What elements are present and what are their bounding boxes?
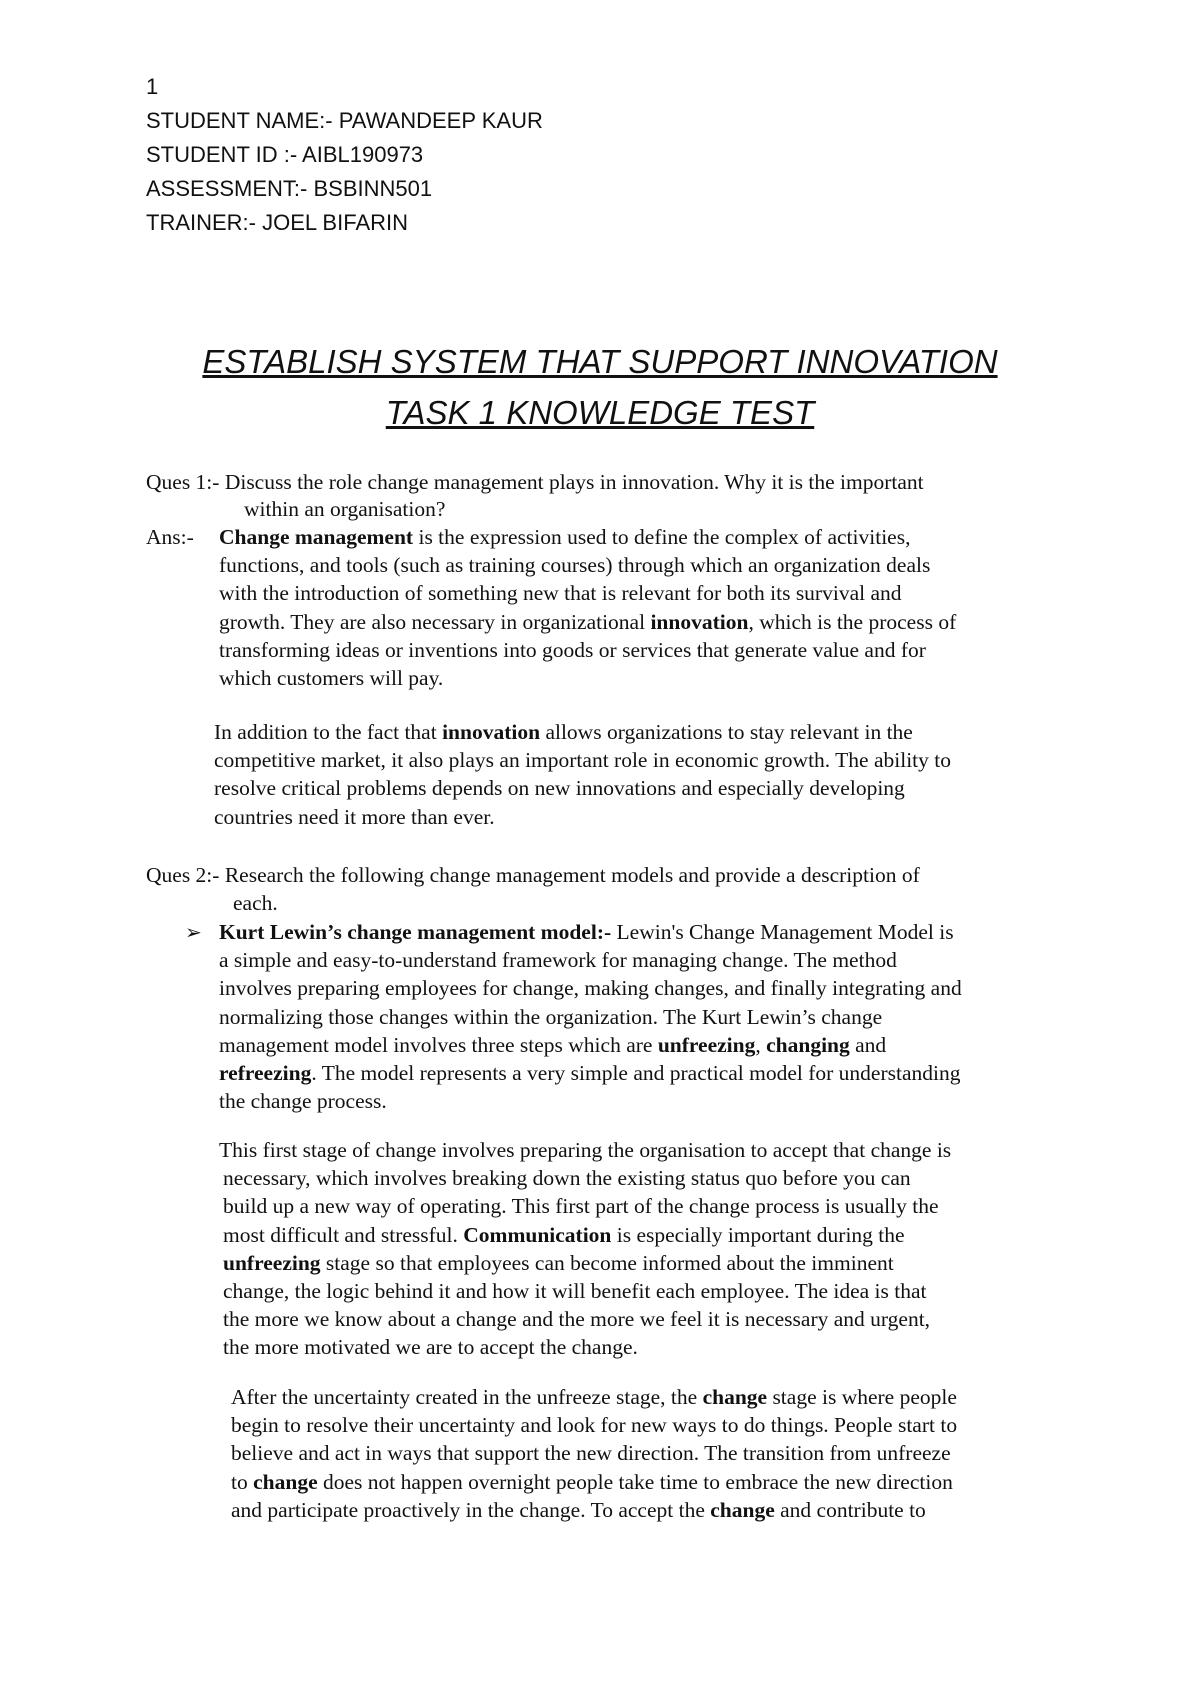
bullet-title: Kurt Lewin’s change management model:- [219, 920, 612, 944]
question-1-line-2: within an organisation? [244, 497, 446, 521]
question-1-line-1: Ques 1:- Discuss the role change management plays in innovation. Why it is the important [146, 470, 924, 494]
kurt-lewin-description: Kurt Lewin’s change management model:- Lewin's Change Management Model is a simple and easy-to-understand framework for managing change. The method involves preparing employees for change, making changes, and finally integrating and normalizing those changes within the organization. The Kurt Lewin’s change management model involves three steps which are unfreezing, changing and refreezing. The model represents a very simple and practical model for understanding the change process. [219, 920, 962, 1114]
trainer: TRAINER:- JOEL BIFARIN [146, 210, 409, 235]
document-title: ESTABLISH SYSTEM THAT SUPPORT INNOVATION [202, 343, 998, 380]
change-stage-paragraph: After the uncertainty created in the unfreeze stage, the change stage is where people begin to resolve their uncertainty and look for new ways to do things. People start to believe and act in ways that support the new direction. The transition from unfreeze to change does not happen overnight people take time to embrace the new direction and participate proactively in the change. To accept the change and contribute to [231, 1385, 958, 1522]
page-number: 1 [146, 74, 159, 99]
question-2-line-1: Ques 2:- Research the following change management models and provide a description of [146, 863, 920, 887]
unfreezing-stage-paragraph: This first stage of change involves preparing the organisation to accept that change is necessary, which involves breaking down the existing status quo before you can build up a new way of operating. This first part of the change process is usually the most difficult and stressful. Communication is especially important during the unfreezing stage so that employees can become informed about the imminent change, the logic behind it and how it will benefit each employee. The idea is that the more we know about a change and the more we feel it is necessary and urgent, the more motivated we are to accept the change. [219, 1138, 952, 1360]
answer-1-label: Ans:- [146, 525, 194, 549]
assessment: ASSESSMENT:- BSBINN501 [146, 176, 433, 201]
answer-1-paragraph-2: In addition to the fact that innovation allows organizations to stay relevant in the competitive market, it also plays an important role in economic growth. The ability to resolve critical problems depends on new innovations and especially developing countries need it more than ever. [214, 720, 951, 829]
student-name: STUDENT NAME:- PAWANDEEP KAUR [146, 108, 543, 133]
question-2-line-2: each. [233, 891, 278, 915]
student-id: STUDENT ID :- AIBL190973 [146, 142, 424, 167]
answer-1-paragraph-1: Change management is the expression used to define the complex of activities, functions, and tools (such as training courses) through which an organization deals with the introduction of something new that is relevant for both its survival and growth. They are also necessary in organizational innovation, which is the process of transforming ideas or inventions into goods or services that generate value and for which customers will pay. [219, 525, 957, 691]
document-subtitle: TASK 1 KNOWLEDGE TEST [385, 394, 815, 431]
term-change-management: Change management [219, 525, 414, 549]
arrow-bullet-icon: ➢ [185, 920, 202, 944]
